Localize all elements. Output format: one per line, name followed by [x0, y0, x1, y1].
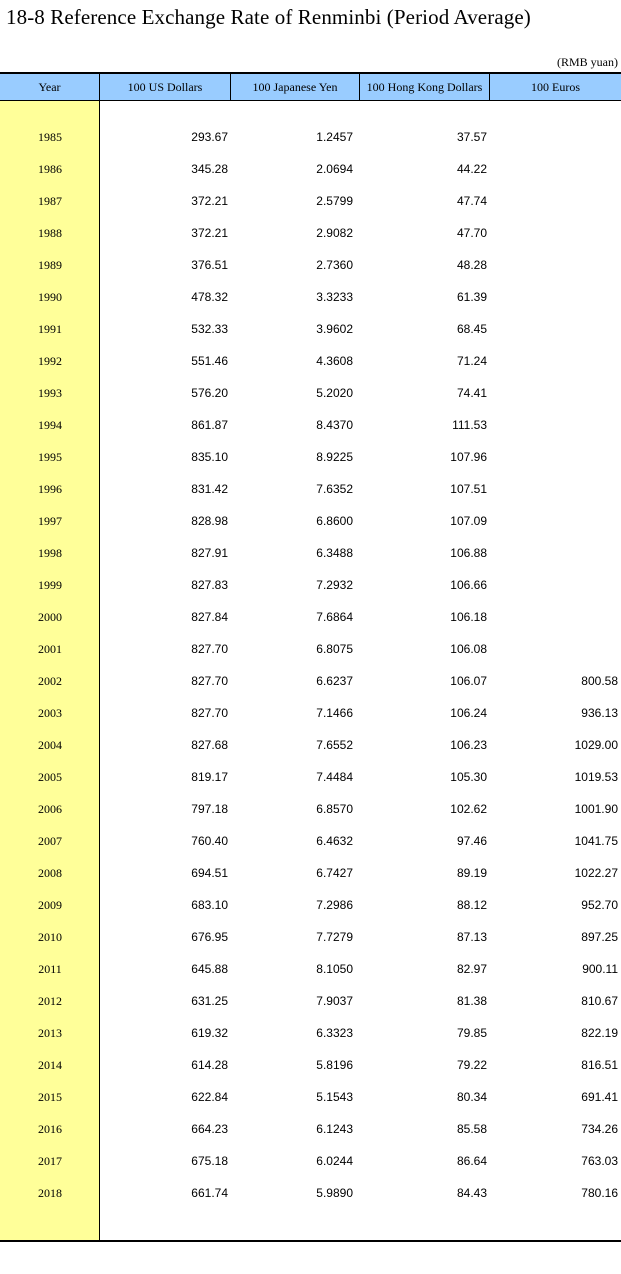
- hong-kong-dollars-cell: 87.13: [456, 930, 487, 944]
- hong-kong-dollars-cell: 88.12: [456, 898, 487, 912]
- us-dollars-cell: 631.25: [191, 994, 228, 1008]
- year-cell: 2003: [38, 705, 62, 720]
- hong-kong-dollars-cell: 106.07: [450, 674, 487, 688]
- hong-kong-dollars-cell: 106.88: [450, 546, 487, 560]
- table-row: [0, 857, 621, 889]
- japanese-yen-cell: 8.1050: [316, 962, 353, 976]
- page-title: 18-8 Reference Exchange Rate of Renminbi (Period Average): [6, 5, 531, 29]
- year-cell: 2007: [38, 833, 62, 848]
- table-row: [0, 409, 621, 441]
- hong-kong-dollars-cell: 84.43: [456, 1186, 487, 1200]
- year-cell: 1991: [38, 321, 62, 336]
- japanese-yen-cell: 1.2457: [316, 130, 353, 144]
- us-dollars-cell: 664.23: [191, 1122, 228, 1136]
- us-dollars-cell: 619.32: [191, 1026, 228, 1040]
- hong-kong-dollars-cell: 106.08: [450, 642, 487, 656]
- table-row: [0, 985, 621, 1017]
- year-cell: 2010: [38, 929, 62, 944]
- us-dollars-cell: 828.98: [191, 514, 228, 528]
- japanese-yen-cell: 4.3608: [316, 354, 353, 368]
- table-row: [0, 1177, 621, 1209]
- year-cell: 2011: [38, 961, 62, 976]
- japanese-yen-cell: 6.6237: [316, 674, 353, 688]
- year-cell: 1998: [38, 545, 62, 560]
- us-dollars-cell: 827.91: [191, 546, 228, 560]
- hong-kong-dollars-cell: 105.30: [450, 770, 487, 784]
- euros-cell: 1022.27: [574, 866, 618, 880]
- hong-kong-dollars-cell: 68.45: [456, 322, 487, 336]
- euros-cell: 780.16: [581, 1186, 618, 1200]
- japanese-yen-cell: 2.5799: [316, 194, 353, 208]
- table-row: [0, 217, 621, 249]
- us-dollars-cell: 827.83: [191, 578, 228, 592]
- japanese-yen-cell: 7.1466: [316, 706, 353, 720]
- table-row: [0, 729, 621, 761]
- euros-cell: 1029.00: [574, 738, 618, 752]
- us-dollars-cell: 551.46: [191, 354, 228, 368]
- year-cell: 1994: [38, 417, 62, 432]
- hong-kong-dollars-cell: 107.96: [450, 450, 487, 464]
- year-cell: 1999: [38, 577, 62, 592]
- euros-cell: 763.03: [581, 1154, 618, 1168]
- hong-kong-dollars-cell: 107.51: [450, 482, 487, 496]
- us-dollars-cell: 614.28: [191, 1058, 228, 1072]
- japanese-yen-cell: 5.2020: [316, 386, 353, 400]
- hong-kong-dollars-cell: 107.09: [450, 514, 487, 528]
- table-row: [0, 889, 621, 921]
- hong-kong-dollars-cell: 79.85: [456, 1026, 487, 1040]
- japanese-yen-cell: 7.6352: [316, 482, 353, 496]
- table-row: [0, 441, 621, 473]
- table-row: [0, 601, 621, 633]
- japanese-yen-cell: 7.9037: [316, 994, 353, 1008]
- year-cell: 2014: [38, 1057, 62, 1072]
- euros-cell: 1001.90: [574, 802, 618, 816]
- euros-cell: 822.19: [581, 1026, 618, 1040]
- hong-kong-dollars-cell: 71.24: [456, 354, 487, 368]
- table-row: [0, 1145, 621, 1177]
- year-cell: 2009: [38, 897, 62, 912]
- column-header-us-dollars: 100 US Dollars: [100, 74, 231, 100]
- column-header-euros: 100 Euros: [531, 79, 580, 94]
- japanese-yen-cell: 6.0244: [316, 1154, 353, 1168]
- japanese-yen-cell: 5.1543: [316, 1090, 353, 1104]
- euros-cell: 1041.75: [574, 834, 618, 848]
- year-cell: 1993: [38, 385, 62, 400]
- table-row: [0, 313, 621, 345]
- euros-cell: 897.25: [581, 930, 618, 944]
- year-cell: 2006: [38, 801, 62, 816]
- japanese-yen-cell: 2.7360: [316, 258, 353, 272]
- us-dollars-cell: 675.18: [191, 1154, 228, 1168]
- hong-kong-dollars-cell: 48.28: [456, 258, 487, 272]
- japanese-yen-cell: 7.2986: [316, 898, 353, 912]
- hong-kong-dollars-cell: 85.58: [456, 1122, 487, 1136]
- us-dollars-cell: 372.21: [191, 194, 228, 208]
- us-dollars-cell: 345.28: [191, 162, 228, 176]
- us-dollars-cell: 372.21: [191, 226, 228, 240]
- us-dollars-cell: 819.17: [191, 770, 228, 784]
- euros-cell: 816.51: [581, 1058, 618, 1072]
- table-row: [0, 281, 621, 313]
- hong-kong-dollars-cell: 102.62: [450, 802, 487, 816]
- us-dollars-cell: 683.10: [191, 898, 228, 912]
- year-cell: 1992: [38, 353, 62, 368]
- us-dollars-cell: 676.95: [191, 930, 228, 944]
- hong-kong-dollars-cell: 61.39: [456, 290, 487, 304]
- euros-cell: 800.58: [581, 674, 618, 688]
- table-row: [0, 1113, 621, 1145]
- table-bottom-rule: [0, 1240, 621, 1242]
- us-dollars-cell: 760.40: [191, 834, 228, 848]
- us-dollars-cell: 797.18: [191, 802, 228, 816]
- year-cell: 1990: [38, 289, 62, 304]
- table-body: [0, 121, 621, 1209]
- hong-kong-dollars-cell: 89.19: [456, 866, 487, 880]
- hong-kong-dollars-cell: 97.46: [456, 834, 487, 848]
- table-header: [0, 72, 621, 101]
- year-cell: 2012: [38, 993, 62, 1008]
- hong-kong-dollars-cell: 44.22: [456, 162, 487, 176]
- us-dollars-cell: 827.70: [191, 674, 228, 688]
- us-dollars-cell: 661.74: [191, 1186, 228, 1200]
- euros-cell: 691.41: [581, 1090, 618, 1104]
- year-cell: 1987: [38, 193, 62, 208]
- year-cell: 2016: [38, 1121, 62, 1136]
- japanese-yen-cell: 8.4370: [316, 418, 353, 432]
- japanese-yen-cell: 7.6552: [316, 738, 353, 752]
- euros-cell: 1019.53: [574, 770, 618, 784]
- table-row: [0, 473, 621, 505]
- japanese-yen-cell: 7.7279: [316, 930, 353, 944]
- hong-kong-dollars-cell: 37.57: [456, 130, 487, 144]
- us-dollars-cell: 478.32: [191, 290, 228, 304]
- table-row: [0, 1081, 621, 1113]
- us-dollars-cell: 861.87: [191, 418, 228, 432]
- hong-kong-dollars-cell: 86.64: [456, 1154, 487, 1168]
- euros-cell: 952.70: [581, 898, 618, 912]
- column-header-hong-kong-dollars: 100 Hong Kong Dollars: [360, 74, 490, 100]
- table-row: [0, 825, 621, 857]
- japanese-yen-cell: 3.3233: [316, 290, 353, 304]
- us-dollars-cell: 532.33: [191, 322, 228, 336]
- table-row: [0, 1049, 621, 1081]
- table-row: [0, 249, 621, 281]
- us-dollars-cell: 694.51: [191, 866, 228, 880]
- japanese-yen-cell: 6.8570: [316, 802, 353, 816]
- unit-note: (RMB yuan): [557, 55, 618, 69]
- hong-kong-dollars-cell: 47.74: [456, 194, 487, 208]
- hong-kong-dollars-cell: 106.24: [450, 706, 487, 720]
- us-dollars-cell: 645.88: [191, 962, 228, 976]
- us-dollars-cell: 293.67: [191, 130, 228, 144]
- hong-kong-dollars-cell: 106.18: [450, 610, 487, 624]
- japanese-yen-cell: 6.1243: [316, 1122, 353, 1136]
- year-cell: 1997: [38, 513, 62, 528]
- year-cell: 2000: [38, 609, 62, 624]
- japanese-yen-cell: 7.4484: [316, 770, 353, 784]
- hong-kong-dollars-cell: 74.41: [456, 386, 487, 400]
- year-cell: 2005: [38, 769, 62, 784]
- hong-kong-dollars-cell: 81.38: [456, 994, 487, 1008]
- us-dollars-cell: 827.68: [191, 738, 228, 752]
- table-row: [0, 377, 621, 409]
- table-row: [0, 569, 621, 601]
- hong-kong-dollars-cell: 47.70: [456, 226, 487, 240]
- table-row: [0, 153, 621, 185]
- hong-kong-dollars-cell: 106.23: [450, 738, 487, 752]
- japanese-yen-cell: 6.7427: [316, 866, 353, 880]
- japanese-yen-cell: 6.3488: [316, 546, 353, 560]
- euros-cell: 900.11: [582, 962, 618, 976]
- table-row: [0, 345, 621, 377]
- year-cell: 1986: [38, 161, 62, 176]
- us-dollars-cell: 827.70: [191, 642, 228, 656]
- japanese-yen-cell: 6.3323: [316, 1026, 353, 1040]
- table-row: [0, 537, 621, 569]
- euros-cell: 810.67: [581, 994, 618, 1008]
- year-cell: 2001: [38, 641, 62, 656]
- euros-cell: 734.26: [581, 1122, 618, 1136]
- table-row: [0, 697, 621, 729]
- year-cell: 1995: [38, 449, 62, 464]
- table-row: [0, 1017, 621, 1049]
- japanese-yen-cell: 8.9225: [316, 450, 353, 464]
- table-row: [0, 953, 621, 985]
- japanese-yen-cell: 2.0694: [316, 162, 353, 176]
- hong-kong-dollars-cell: 111.53: [452, 418, 487, 432]
- year-cell: 2017: [38, 1153, 62, 1168]
- year-cell: 2002: [38, 673, 62, 688]
- table-row: [0, 121, 621, 153]
- hong-kong-dollars-cell: 82.97: [456, 962, 487, 976]
- table-row: [0, 665, 621, 697]
- us-dollars-cell: 622.84: [191, 1090, 228, 1104]
- table-row: [0, 761, 621, 793]
- japanese-yen-cell: 5.9890: [316, 1186, 353, 1200]
- column-header-japanese-yen: 100 Japanese Yen: [231, 74, 360, 100]
- year-cell: 2008: [38, 865, 62, 880]
- hong-kong-dollars-cell: 79.22: [456, 1058, 487, 1072]
- year-cell: 1989: [38, 257, 62, 272]
- table-row: [0, 921, 621, 953]
- us-dollars-cell: 827.70: [191, 706, 228, 720]
- japanese-yen-cell: 7.6864: [316, 610, 353, 624]
- table-row: [0, 505, 621, 537]
- hong-kong-dollars-cell: 106.66: [450, 578, 487, 592]
- year-cell: 2015: [38, 1089, 62, 1104]
- hong-kong-dollars-cell: 80.34: [456, 1090, 487, 1104]
- year-cell: 2004: [38, 737, 62, 752]
- table-row: [0, 185, 621, 217]
- us-dollars-cell: 835.10: [191, 450, 228, 464]
- us-dollars-cell: 831.42: [191, 482, 228, 496]
- year-cell: 1996: [38, 481, 62, 496]
- us-dollars-cell: 376.51: [191, 258, 228, 272]
- japanese-yen-cell: 5.8196: [316, 1058, 353, 1072]
- year-cell: 2013: [38, 1025, 62, 1040]
- japanese-yen-cell: 7.2932: [316, 578, 353, 592]
- year-cell: 1988: [38, 225, 62, 240]
- us-dollars-cell: 576.20: [191, 386, 228, 400]
- japanese-yen-cell: 6.8075: [316, 642, 353, 656]
- japanese-yen-cell: 6.4632: [316, 834, 353, 848]
- japanese-yen-cell: 2.9082: [316, 226, 353, 240]
- table-row: [0, 793, 621, 825]
- japanese-yen-cell: 3.9602: [316, 322, 353, 336]
- euros-cell: 936.13: [581, 706, 618, 720]
- year-cell: 1985: [38, 129, 62, 144]
- japanese-yen-cell: 6.8600: [316, 514, 353, 528]
- us-dollars-cell: 827.84: [191, 610, 228, 624]
- table-row: [0, 633, 621, 665]
- column-header-year: Year: [0, 74, 100, 100]
- year-cell: 2018: [38, 1185, 62, 1200]
